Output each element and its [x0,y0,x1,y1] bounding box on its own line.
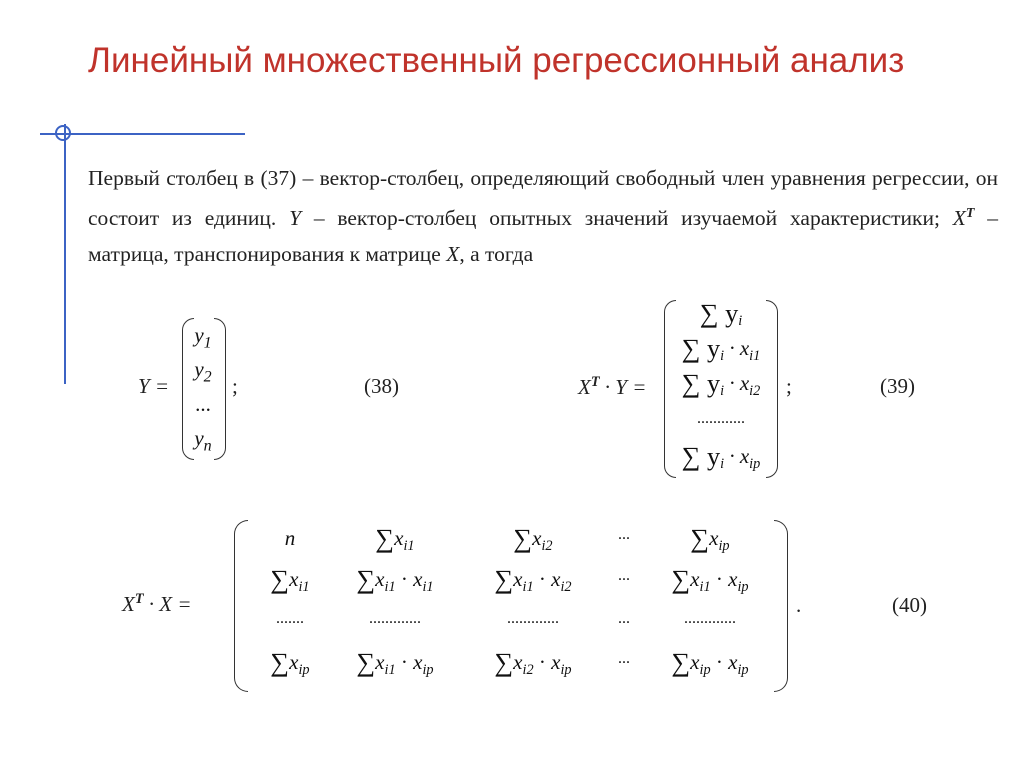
eq40-cell: $\sum x_{ip} \cdot x_{ip}$ [671,648,749,678]
decor-vertical-line [64,124,66,384]
eq40-terminator: . [796,593,802,617]
eq39-entry: ∑ $y_i \cdot x_{i2}$ [681,369,761,399]
eq39-entry: ∑ $y_i$ [699,299,743,329]
body-paragraph: Первый столбец в (37) – вектор-столбец, определяющий свободный член уравнения регрессии, он состоит из единиц. Y – вектор-столбец опытных значений изучаемой характеристики; $X^T$ – матрица, транспонирования к матрице X, а тогда [88,166,998,267]
slide-title: Линейный множественный регрессионный анализ [88,41,905,80]
eq40-cell: $\sum x_{i1} \cdot x_{ip}$ [671,565,749,595]
eq40-cell: ... [618,650,630,667]
eq40-cell: ............. [369,610,421,627]
eq40-cell: $\sum x_{i1}$ [270,565,310,595]
eq39-number: (39) [880,374,915,398]
eq40-cell: $\sum x_{i1} \cdot x_{ip}$ [356,648,434,678]
eq38-entry: $y_1$ [194,323,212,352]
eq38-lhs: Y = [138,374,170,398]
eq38-number: (38) [364,374,399,398]
eq39-terminator: ; [786,374,792,398]
eq40-cell: $\sum x_{i1}$ [375,524,415,554]
eq38-entry: ... [195,392,211,416]
eq40-cell: n [284,526,296,550]
eq40-right-paren [774,520,788,692]
eq38-entry: $y_2$ [194,357,212,386]
eq40-cell: $\sum x_{ip}$ [690,524,730,554]
eq40-cell: $\sum x_{i2}$ [513,524,553,554]
eq40-cell: $\sum x_{ip}$ [270,648,310,678]
eq40-cell: ... [618,610,630,627]
eq39-entry: ∑ $y_i \cdot x_{ip}$ [681,442,761,472]
eq40-cell: $\sum x_{i2} \cdot x_{ip}$ [494,648,572,678]
eq40-cell: ... [618,526,630,543]
eq38-entry: $y_n$ [194,426,212,455]
eq38-terminator: ; [232,374,238,398]
eq40-lhs: $X^T \cdot X$ = [122,591,192,616]
eq40-cell: $\sum x_{i1} \cdot x_{i1}$ [356,565,434,595]
eq40-cell: ............. [684,610,736,627]
eq39-entry: ............ [697,410,745,427]
eq40-left-paren [234,520,248,692]
eq40-cell: ... [618,567,630,584]
eq40-cell: ............. [507,610,559,627]
eq39-entry: ∑ $y_i \cdot x_{i1}$ [681,334,761,364]
eq40-cell: ....... [276,610,304,627]
eq39-lhs: $X^T \cdot Y$ = [578,374,647,399]
eq40-cell: $\sum x_{i1} \cdot x_{i2}$ [494,565,572,595]
eq40-number: (40) [892,593,927,617]
decor-circle-icon [55,125,71,141]
